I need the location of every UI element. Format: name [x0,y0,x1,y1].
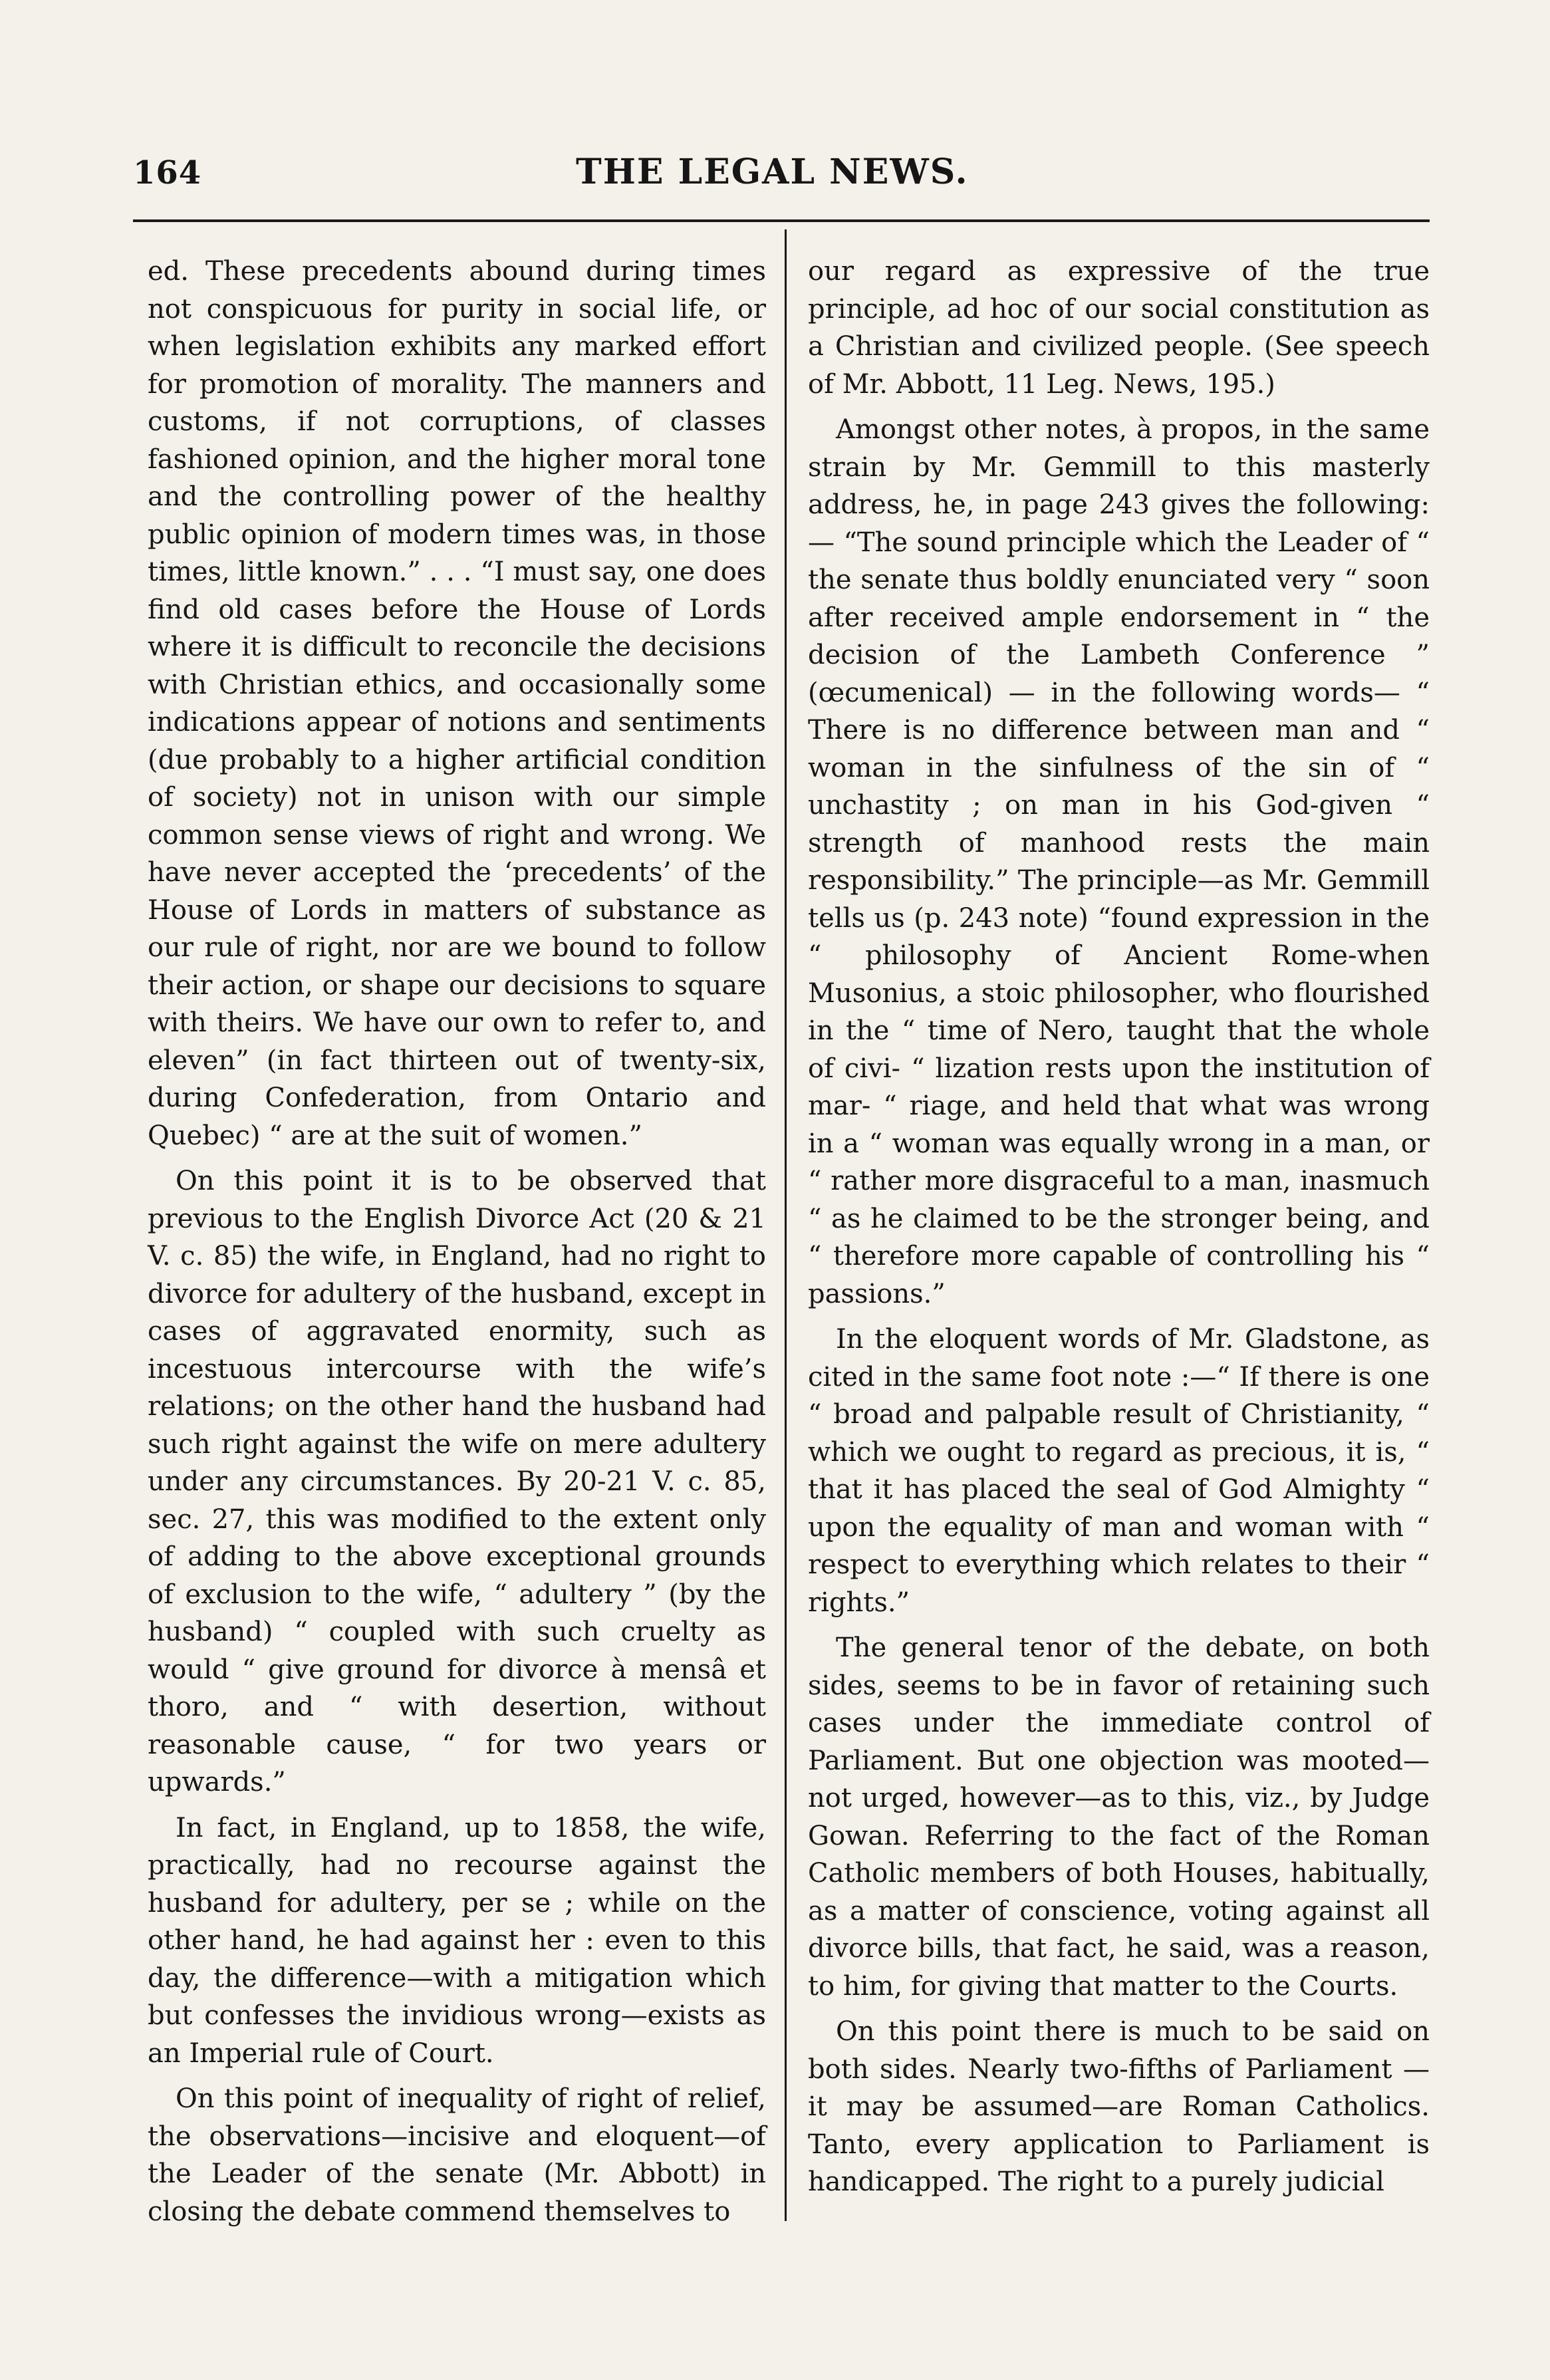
column-divider [785,229,787,2221]
paragraph: In fact, in England, up to 1858, the wife, practically, had no recourse against the husband for adultery, per se ; while on the other hand, he had against her : even to this day, the difference—with a mitigation which but confesses the invidious wrong—exists as an Imperial rule of Court. [148,1812,766,2069]
paragraph: On this point of inequality of right of relief, the observations—incisive and eloquent—of the Leader of the senate (Mr. Abbott) in closing the debate commend themselves to [148,2083,766,2227]
paragraph: The general tenor of the debate, on both sides, seems to be in favor of retaining such cases under the immediate control of Parliament. But one objection was mooted—not urged, however—as to this, viz., by Judge Gowan. Referring to the fact of the Roman Catholic members of both Houses, habitually, as a matter of conscience, voting against all divorce bills, that fact, he said, was a reason, to him, for giving that matter to the Courts. [808,1633,1430,2002]
left-column [148,253,766,2238]
paragraph: ed. These precedents abound during times not conspicuous for purity in social life, or when legislation exhibits any marked effort for promotion of morality. The manners and customs, if not corruptions, of classes fashioned opinion, and the higher moral tone and the controlling power of the healthy public opinion of modern times was, in those times, little known.” . . . “I must say, one does find old cases before the House of Lords where it is difficult to reconcile the decisions with Christian ethics, and occasionally some indications appear of notions and sentiments (due probably to a higher artificial condition of society) not in unison with our simple common sense views of right and wrong. We have never accepted the ‘precedents’ of the House of Lords in matters of substance as our rule of right, nor are we bound to follow their action, or shape our decisions to square with theirs. We have our own to refer to, and eleven” (in fact thirteen out of twenty-six, during Confederation, from Ontario and Quebec) “ are at the suit of women.” [148,256,766,1151]
paragraph: Amongst other notes, à propos, in the same strain by Mr. Gemmill to this masterly address, he, in page 243 gives the following:— “The sound principle which the Leader of “ the senate thus boldly enunciated very “ soon after received ample endorsement in “ the decision of the Lambeth Conference ” (œcumenical) — in the following words— “ There is no difference between man and “ woman in the sinfulness of the sin of “ unchastity ; on man in his God-given “ strength of manhood rests the main responsibility.” The principle—as Mr. Gemmill tells us (p. 243 note) “found expression in the “ philosophy of Ancient Rome-when Musonius, a stoic philosopher, who flourished in the “ time of Nero, taught that the whole of civi- “ lization rests upon the institution of mar- “ riage, and held that what was wrong in a “ woman was equally wrong in a man, or “ rather more disgraceful to a man, inasmuch “ as he claimed to be the stronger being, and “ therefore more capable of controlling his “ passions.” [808,414,1430,1309]
running-head: THE LEGAL NEWS. [576,152,969,192]
paragraph: In the eloquent words of Mr. Gladstone, as cited in the same foot note :—“ If there is one “ broad and palpable result of Christianity, “ which we ought to regard as precious, it is, “ that it has placed the seal of God Almighty “ upon the equality of man and woman with “ respect to everything which relates to their “ rights.” [808,1324,1430,1618]
header-rule [133,219,1430,222]
paragraph: our regard as expressive of the true principle, ad hoc of our social constitution as a Christian and civilized people. (See speech of Mr. Abbott, 11 Leg. News, 195.) [808,256,1430,400]
right-column [808,253,1430,2209]
paragraph: On this point there is much to be said on both sides. Nearly two-fifths of Parliament —it may be assumed—are Roman Catholics. Tanto, every application to Parliament is handicapped. The right to a purely judicial [808,2016,1430,2197]
page-number: 164 [133,154,202,192]
paragraph: On this point it is to be observed that previous to the English Divorce Act (20 & 21 V. c. 85) the wife, in England, had no right to divorce for adultery of the husband, except in cases of aggravated enormity, such as incestuous intercourse with the wife’s relations; on the other hand the husband had such right against the wife on mere adultery under any circumstances. By 20-21 V. c. 85, sec. 27, this was modified to the extent only of adding to the above exceptional grounds of exclusion to the wife, “ adultery ” (by the husband) “ coupled with such cruelty as would “ give ground for divorce à mensâ et thoro, and “ with desertion, without reasonable cause, “ for two years or upwards.” [148,1166,766,1797]
